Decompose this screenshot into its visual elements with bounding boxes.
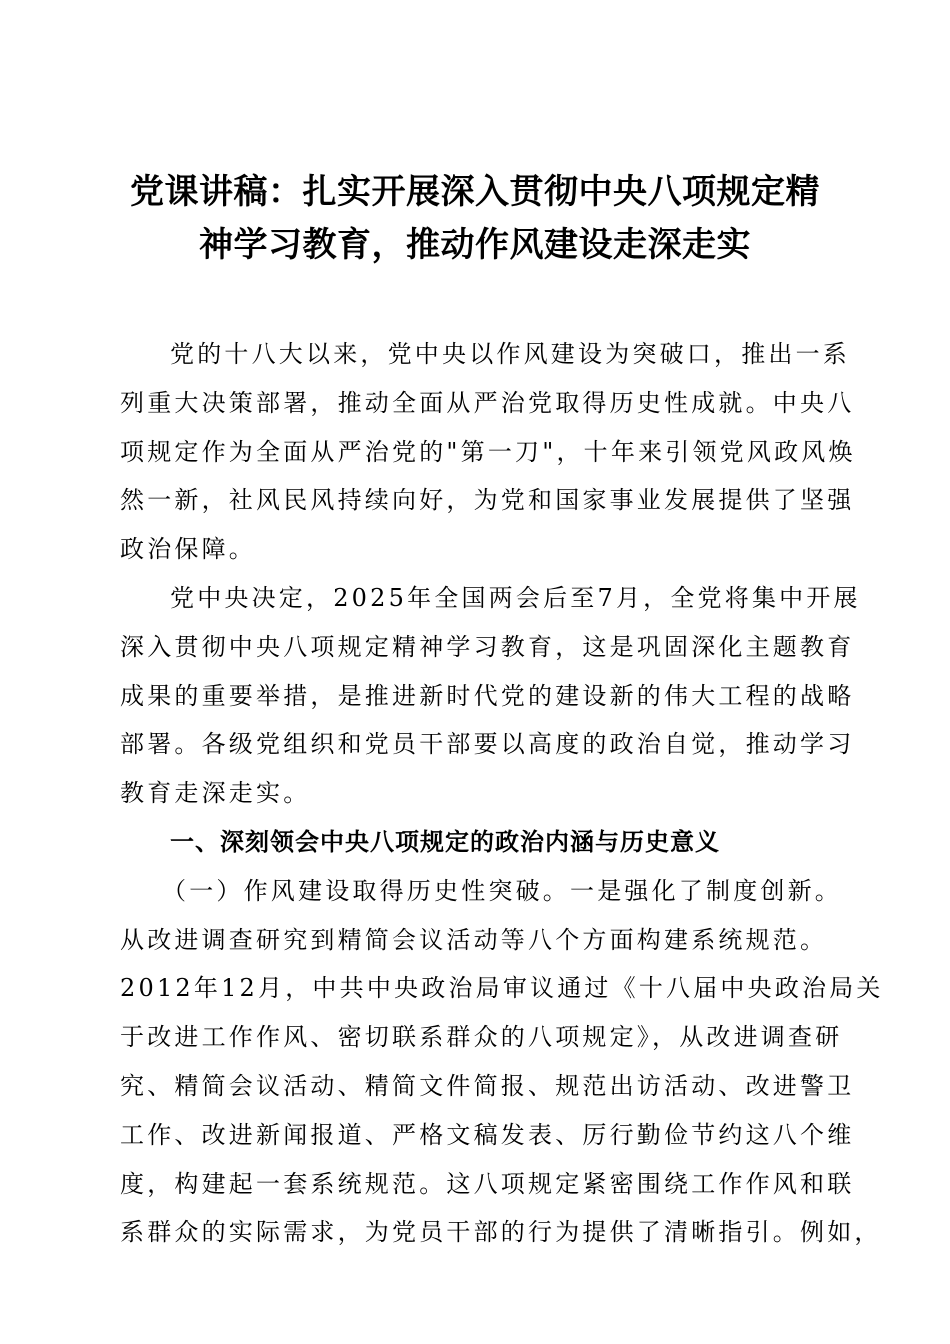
paragraph-line: 究、精简会议活动、精简文件简报、规范出访活动、改进警卫 — [120, 1071, 855, 1100]
paragraph-line: 于改进工作作风、密切联系群众的八项规定》，从改进调查研 — [120, 1023, 843, 1052]
paragraph-line: （一）作风建设取得历史性突破。一是强化了制度创新。 — [162, 876, 842, 905]
title-line-2: 神学习教育，推动作风建设走深走实 — [199, 225, 751, 265]
paragraph-line: 度，构建起一套系统规范。这八项规定紧密围绕工作作风和联 — [120, 1169, 855, 1198]
document-title — [100, 166, 850, 272]
paragraph-subsection — [120, 867, 884, 1257]
paragraph-line: 政治保障。 — [120, 535, 256, 564]
paragraph-line: 从改进调查研究到精简会议活动等八个方面构建系统规范。 — [120, 925, 828, 954]
paragraph-line: 然一新，社风民风持续向好，为党和国家事业发展提供了坚强 — [120, 486, 855, 515]
paragraph-intro — [120, 330, 856, 574]
document-body — [120, 330, 884, 1257]
paragraph-line: 工作、改进新闻报道、严格文稿发表、厉行勤俭节约这八个维 — [120, 1120, 855, 1149]
paragraph-line: 党的十八大以来，党中央以作风建设为突破口，推出一系 — [170, 340, 850, 368]
paragraph-line: 2012年12月，中共中央政治局审议通过《十八届中央政治局关 — [120, 974, 884, 1003]
paragraph-line: 教育走深走实。 — [120, 779, 311, 808]
paragraph-line: 项规定作为全面从严治党的"第一刀"，十年来引领党风政风焕 — [120, 437, 856, 466]
paragraph-decision — [120, 574, 861, 818]
section-heading: 一、深刻领会中央八项规定的政治内涵与历史意义 — [170, 827, 720, 856]
paragraph-line: 部署。各级党组织和党员干部要以高度的政治自觉，推动学习 — [120, 730, 855, 759]
title-line-1: 党课讲稿：扎实开展深入贯彻中央八项规定精 — [130, 172, 820, 212]
paragraph-line: 系群众的实际需求，为党员干部的行为提供了清晰指引。例如， — [120, 1218, 882, 1247]
paragraph-line: 成果的重要举措，是推进新时代党的建设新的伟大工程的战略 — [120, 681, 855, 710]
paragraph-line: 列重大决策部署，推动全面从严治党取得历史性成就。中央八 — [120, 388, 855, 417]
paragraph-line: 深入贯彻中央八项规定精神学习教育，这是巩固深化主题教育 — [120, 632, 855, 661]
paragraph-line: 党中央决定，2025年全国两会后至7月，全党将集中开展 — [170, 583, 861, 612]
